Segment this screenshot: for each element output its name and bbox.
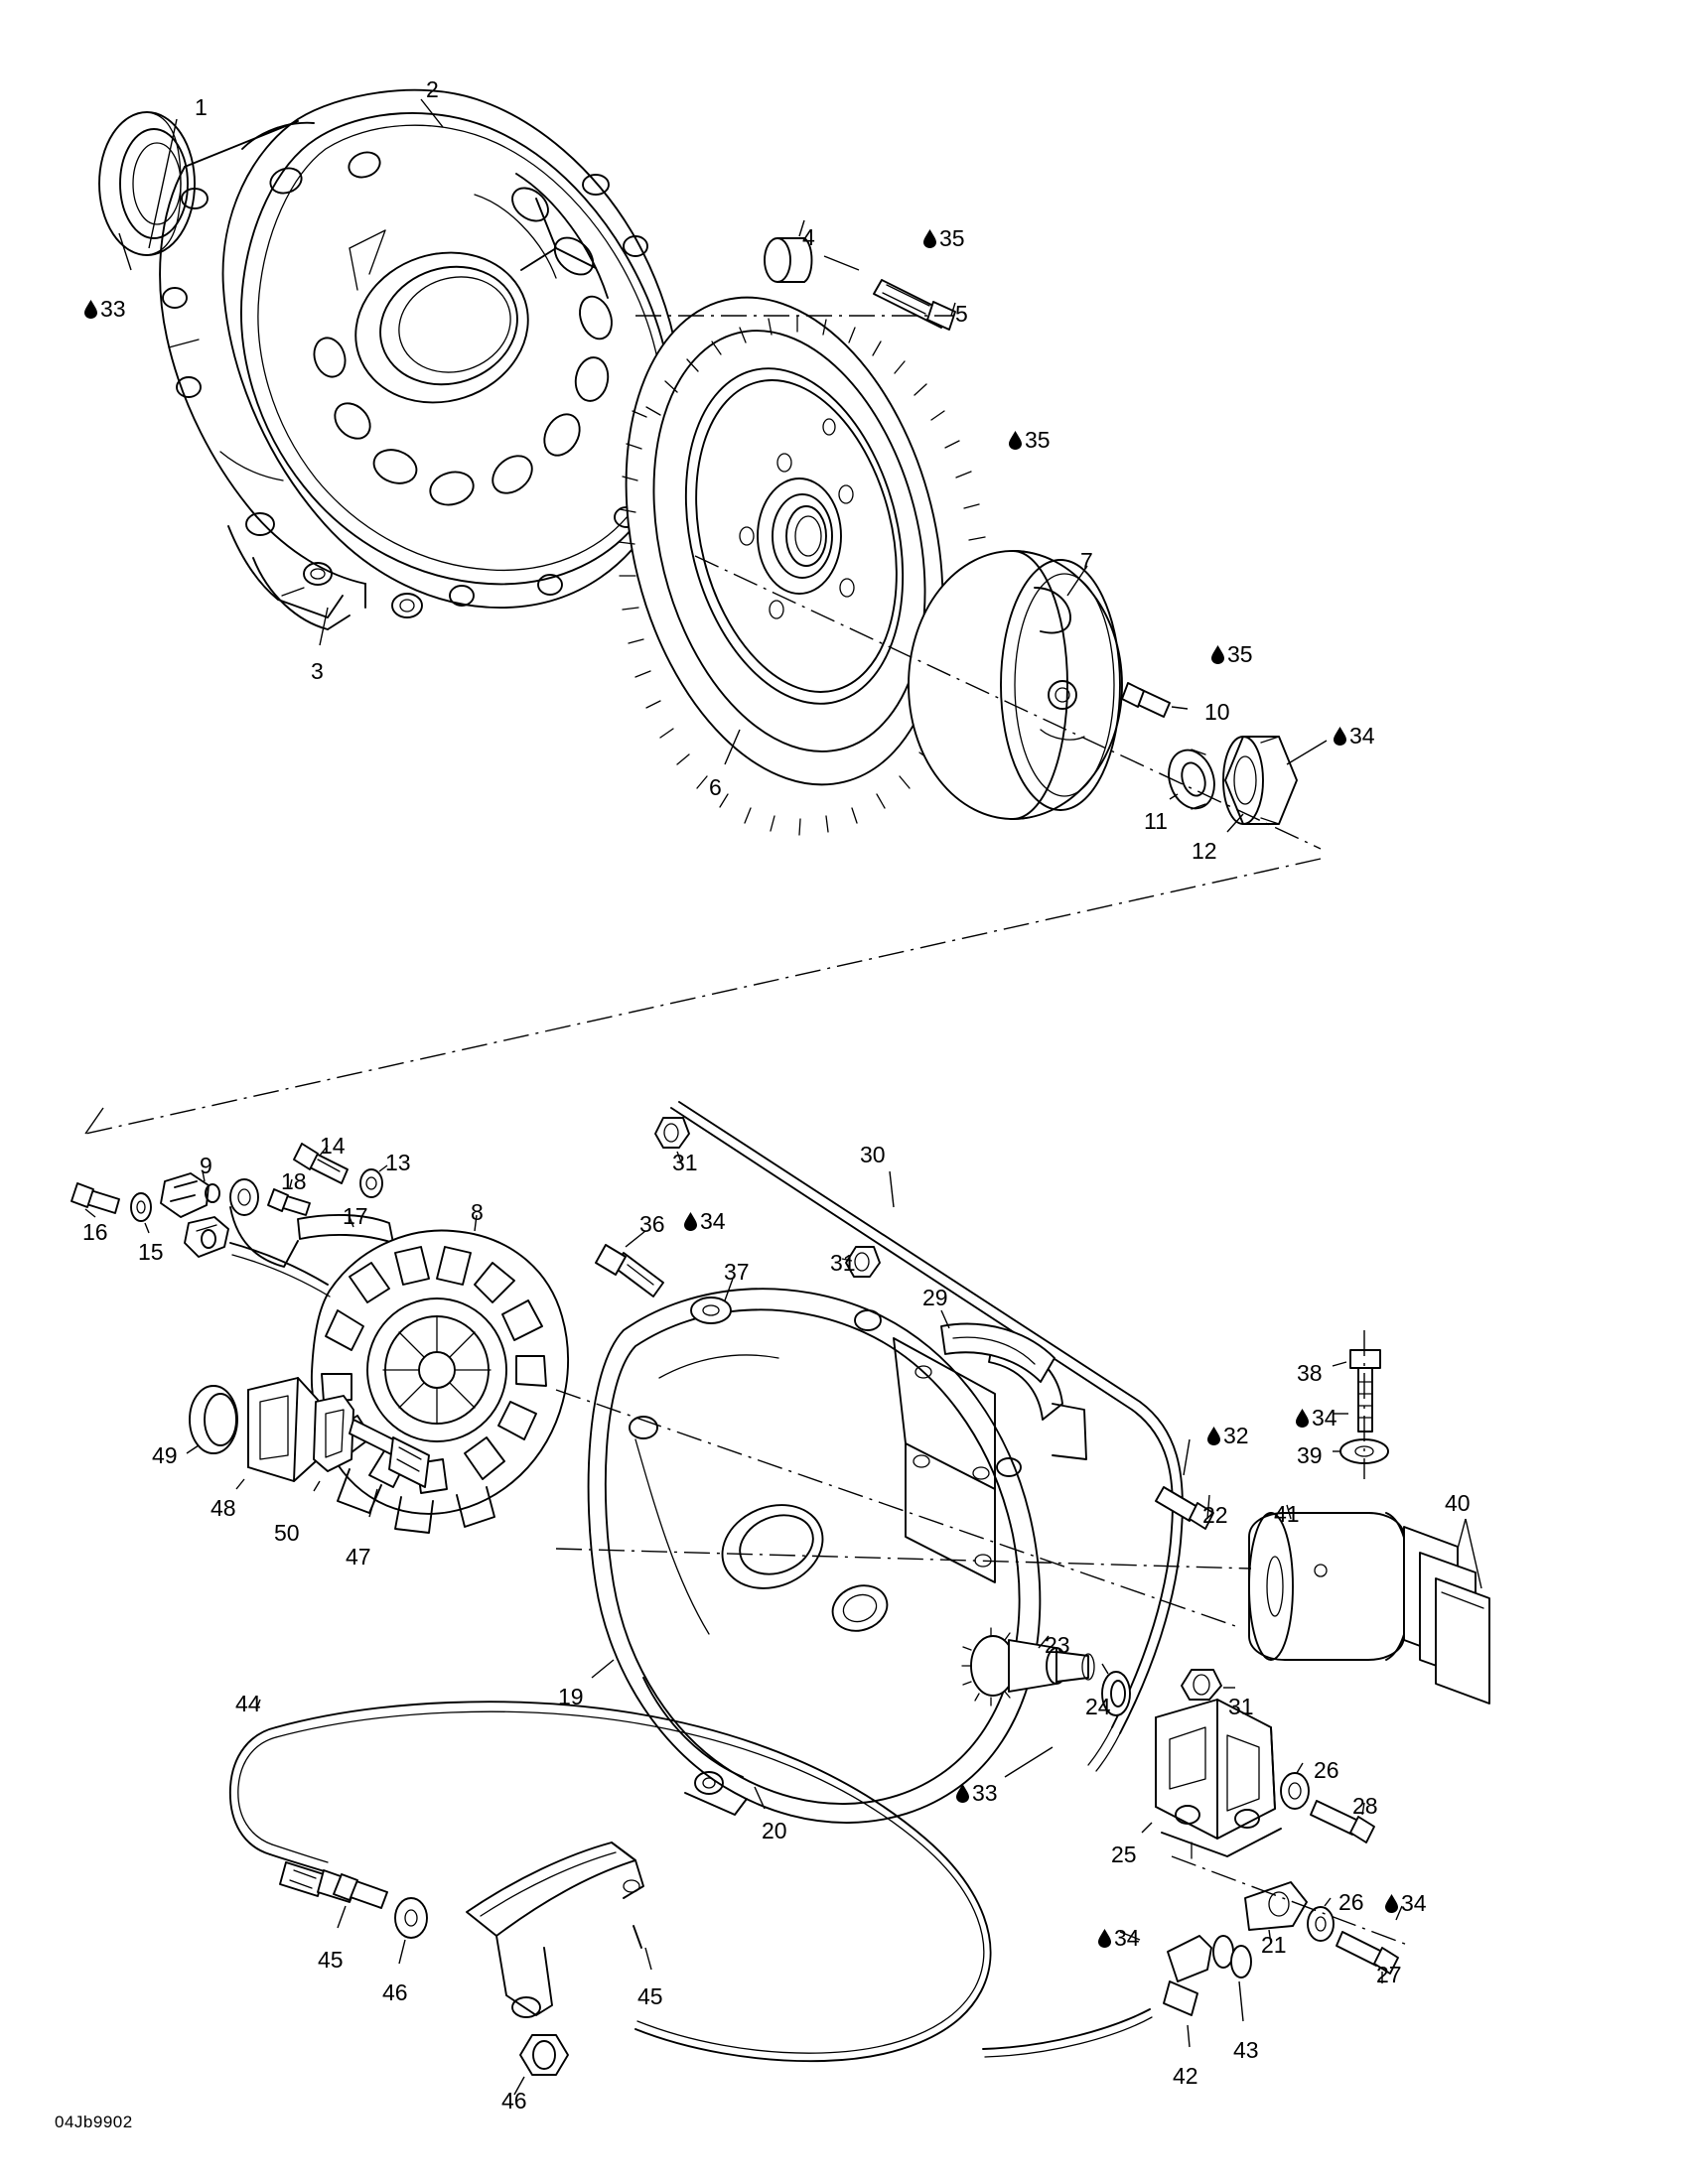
callout-30 bbox=[860, 1144, 886, 1166]
callout-42 bbox=[1173, 2065, 1198, 2088]
callout-46 bbox=[382, 1981, 408, 2004]
lubricant-drop-icon bbox=[84, 300, 97, 319]
callout-label: 35 bbox=[939, 225, 965, 251]
callout-label: 34 bbox=[1114, 1925, 1140, 1951]
callout-35 bbox=[1009, 429, 1051, 452]
callout-label: 35 bbox=[1227, 641, 1253, 667]
callout-label: 37 bbox=[724, 1259, 750, 1285]
part-42-43-terminals bbox=[983, 1936, 1251, 2057]
lubricant-drop-icon bbox=[1385, 1894, 1398, 1913]
part-37-washer bbox=[691, 1297, 731, 1323]
callout-22 bbox=[1202, 1504, 1228, 1527]
callout-34 bbox=[1385, 1892, 1427, 1915]
callout-label: 6 bbox=[709, 774, 722, 800]
callout-36 bbox=[639, 1213, 665, 1236]
callout-label: 47 bbox=[346, 1544, 371, 1570]
callout-label: 41 bbox=[1274, 1501, 1300, 1527]
callout-label: 19 bbox=[558, 1684, 584, 1709]
callout-16 bbox=[82, 1221, 108, 1244]
callout-15 bbox=[138, 1241, 164, 1264]
callout-34 bbox=[1334, 725, 1375, 748]
callout-label: 42 bbox=[1173, 2063, 1198, 2089]
lubricant-drop-icon bbox=[923, 229, 936, 248]
callout-label: 31 bbox=[830, 1250, 856, 1276]
callout-50 bbox=[274, 1522, 300, 1545]
callout-label: 40 bbox=[1445, 1490, 1471, 1516]
callout-label: 45 bbox=[318, 1947, 344, 1973]
callout-31 bbox=[1228, 1696, 1254, 1718]
callout-label: 18 bbox=[281, 1168, 307, 1194]
callout-3 bbox=[311, 660, 324, 683]
callout-43 bbox=[1233, 2039, 1259, 2062]
callout-label: 17 bbox=[343, 1203, 368, 1229]
callout-label: 24 bbox=[1085, 1694, 1111, 1719]
part-12-nut bbox=[1223, 737, 1297, 824]
callout-label: 35 bbox=[1025, 427, 1051, 453]
callout-45 bbox=[637, 1985, 663, 2008]
part-41-starter bbox=[1249, 1513, 1410, 1660]
lubricant-drop-icon bbox=[1211, 645, 1224, 664]
callout-21 bbox=[1261, 1934, 1287, 1957]
part-16-bolt bbox=[71, 1183, 119, 1213]
part-10-bolt bbox=[1122, 683, 1170, 717]
part-21-strap bbox=[1245, 1882, 1307, 1930]
callout-12 bbox=[1192, 840, 1217, 863]
callout-label: 34 bbox=[1401, 1890, 1427, 1916]
callout-label: 45 bbox=[637, 1983, 663, 2009]
callout-label: 32 bbox=[1223, 1423, 1249, 1448]
callout-8 bbox=[471, 1201, 484, 1224]
callout-47 bbox=[346, 1546, 371, 1569]
callout-7 bbox=[1080, 550, 1093, 573]
callout-14 bbox=[320, 1135, 346, 1158]
callout-label: 3 bbox=[311, 658, 324, 684]
callout-label: 28 bbox=[1352, 1793, 1378, 1819]
part-8-stator bbox=[312, 1231, 568, 1533]
callout-label: 10 bbox=[1204, 699, 1230, 725]
callout-label: 38 bbox=[1297, 1360, 1323, 1386]
callout-34 bbox=[684, 1210, 726, 1233]
part-45b-bolt bbox=[633, 1926, 641, 1948]
callout-48 bbox=[211, 1497, 236, 1520]
callout-35 bbox=[923, 227, 965, 250]
callout-label: 13 bbox=[385, 1150, 411, 1175]
callout-label: 21 bbox=[1261, 1932, 1287, 1958]
callout-1 bbox=[195, 96, 208, 119]
callout-29 bbox=[922, 1287, 948, 1309]
part-36-bolt bbox=[596, 1245, 663, 1297]
callout-label: 1 bbox=[195, 94, 208, 120]
callout-label: 11 bbox=[1144, 808, 1168, 834]
callout-label: 34 bbox=[1349, 723, 1375, 749]
part-45a-bolt bbox=[334, 1874, 387, 1908]
callout-2 bbox=[426, 78, 439, 101]
callout-49 bbox=[152, 1444, 178, 1467]
callout-label: 34 bbox=[1312, 1405, 1337, 1431]
lubricant-drop-icon bbox=[1009, 431, 1022, 450]
lubricant-drop-icon bbox=[1334, 727, 1346, 746]
callout-31 bbox=[830, 1252, 856, 1275]
part-25-solenoid bbox=[1156, 1700, 1281, 1858]
part-19-20-cover bbox=[589, 1285, 1086, 1823]
callout-label: 39 bbox=[1297, 1442, 1323, 1468]
callout-label: 48 bbox=[211, 1495, 236, 1521]
callout-46 bbox=[501, 2090, 527, 2113]
callout-label: 20 bbox=[762, 1818, 787, 1843]
lubricant-drop-icon bbox=[956, 1784, 969, 1803]
callout-24 bbox=[1085, 1696, 1111, 1718]
part-26b-washer bbox=[1308, 1907, 1334, 1941]
callout-26 bbox=[1338, 1891, 1364, 1914]
callout-label: 2 bbox=[426, 76, 439, 102]
callout-label: 26 bbox=[1314, 1757, 1339, 1783]
callout-4 bbox=[802, 226, 815, 249]
callout-37 bbox=[724, 1261, 750, 1284]
callout-label: 33 bbox=[100, 296, 126, 322]
callout-31 bbox=[672, 1152, 698, 1174]
callout-6 bbox=[709, 776, 722, 799]
callout-26 bbox=[1314, 1759, 1339, 1782]
callout-17 bbox=[343, 1205, 368, 1228]
callout-9 bbox=[200, 1155, 212, 1177]
diagram-footer-code: 04Jb9902 bbox=[55, 2113, 133, 2131]
callout-label: 33 bbox=[972, 1780, 998, 1806]
callout-45 bbox=[318, 1949, 344, 1972]
callout-19 bbox=[558, 1686, 584, 1708]
lubricant-drop-icon bbox=[1098, 1929, 1111, 1948]
part-13-washer bbox=[360, 1169, 382, 1197]
callout-34 bbox=[1296, 1407, 1337, 1430]
callout-label: 25 bbox=[1111, 1842, 1137, 1867]
callout-44 bbox=[235, 1693, 261, 1715]
callout-label: 15 bbox=[138, 1239, 164, 1265]
mount-bracket bbox=[467, 1843, 643, 2017]
callout-28 bbox=[1352, 1795, 1378, 1818]
callout-label: 7 bbox=[1080, 548, 1093, 574]
callout-25 bbox=[1111, 1843, 1137, 1866]
callout-35 bbox=[1211, 643, 1253, 666]
callout-32 bbox=[1207, 1425, 1249, 1447]
part-46b-nut bbox=[520, 2035, 568, 2075]
callout-label: 8 bbox=[471, 1199, 484, 1225]
callout-34 bbox=[1098, 1927, 1140, 1950]
callout-label: 50 bbox=[274, 1520, 300, 1546]
callout-label: 4 bbox=[802, 224, 815, 250]
part-31a-clip bbox=[655, 1118, 689, 1148]
callout-label: 5 bbox=[955, 301, 968, 327]
callout-label: 36 bbox=[639, 1211, 665, 1237]
part-48-housing bbox=[248, 1378, 318, 1481]
callout-20 bbox=[762, 1820, 787, 1843]
callout-label: 23 bbox=[1045, 1632, 1070, 1658]
part-26a-washer bbox=[1281, 1773, 1309, 1809]
callout-label: 14 bbox=[320, 1133, 346, 1159]
callout-11 bbox=[1144, 810, 1168, 833]
callout-38 bbox=[1297, 1362, 1323, 1385]
callout-40 bbox=[1445, 1492, 1471, 1515]
lubricant-drop-icon bbox=[684, 1212, 697, 1231]
callout-label: 9 bbox=[200, 1153, 212, 1178]
callout-18 bbox=[281, 1170, 307, 1193]
callout-label: 46 bbox=[501, 2088, 527, 2114]
callout-label: 49 bbox=[152, 1442, 178, 1468]
callout-5 bbox=[955, 303, 968, 326]
part-46a-washer bbox=[395, 1898, 427, 1938]
callout-39 bbox=[1297, 1444, 1323, 1467]
callout-label: 29 bbox=[922, 1285, 948, 1310]
callout-label: 16 bbox=[82, 1219, 108, 1245]
part-5-bolt bbox=[874, 280, 955, 330]
callout-label: 22 bbox=[1202, 1502, 1228, 1528]
part-9-clamp bbox=[161, 1173, 228, 1257]
callout-label: 12 bbox=[1192, 838, 1217, 864]
part-7-rotor bbox=[909, 548, 1122, 819]
callout-23 bbox=[1045, 1634, 1070, 1657]
lubricant-drop-icon bbox=[1296, 1409, 1309, 1428]
part-38-bolt bbox=[1350, 1350, 1380, 1432]
callout-label: 26 bbox=[1338, 1889, 1364, 1915]
part-31c-clip bbox=[1182, 1670, 1221, 1700]
callout-33 bbox=[84, 298, 126, 321]
callout-label: 27 bbox=[1376, 1962, 1402, 1987]
part-50-gasket bbox=[314, 1396, 353, 1471]
lubricant-drop-icon bbox=[1207, 1427, 1220, 1445]
callout-label: 43 bbox=[1233, 2037, 1259, 2063]
callout-label: 31 bbox=[672, 1150, 698, 1175]
part-40-bracket bbox=[1404, 1527, 1489, 1704]
callout-label: 46 bbox=[382, 1979, 408, 2005]
part-49-cap bbox=[190, 1386, 237, 1453]
callout-label: 44 bbox=[235, 1691, 261, 1716]
callout-10 bbox=[1204, 701, 1230, 724]
callout-label: 31 bbox=[1228, 1694, 1254, 1719]
callout-label: 34 bbox=[700, 1208, 726, 1234]
callout-label: 30 bbox=[860, 1142, 886, 1167]
callout-13 bbox=[385, 1152, 411, 1174]
callout-33 bbox=[956, 1782, 998, 1805]
part-1-seal bbox=[99, 112, 195, 255]
part-15-washer bbox=[131, 1193, 151, 1221]
part-2-3-housing bbox=[160, 90, 682, 629]
callout-27 bbox=[1376, 1964, 1402, 1986]
callout-41 bbox=[1274, 1503, 1300, 1526]
